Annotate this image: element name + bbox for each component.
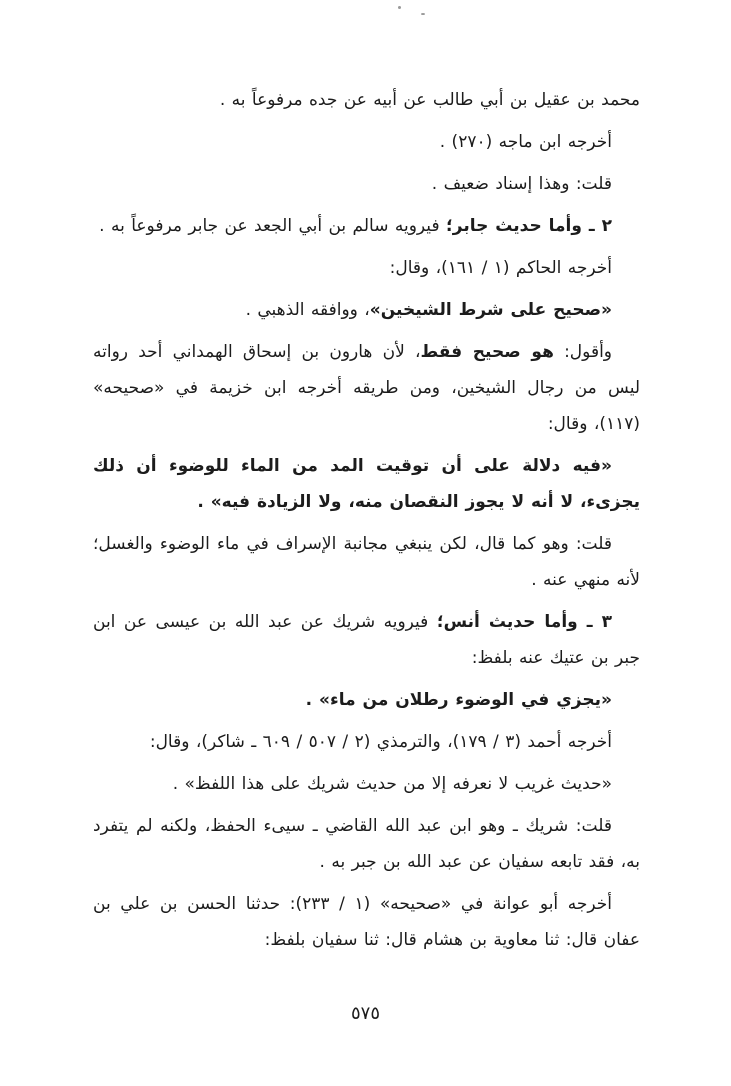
text-segment: قلت: وهذا إسناد ضعيف . <box>431 174 612 194</box>
paragraph <box>93 334 640 442</box>
paragraph <box>93 682 640 718</box>
scan-speck <box>421 13 425 15</box>
paragraph <box>93 724 640 760</box>
paragraph <box>93 250 640 286</box>
text-segment: ٢ ـ وأما حديث جابر؛ <box>445 216 612 236</box>
text-segment: هو صحيح فقط <box>420 342 554 362</box>
page-number: ٥٧٥ <box>350 1003 380 1024</box>
paragraph <box>93 604 640 676</box>
paragraph <box>93 166 640 202</box>
text-segment: «يجزي في الوضوء رطلان من ماء» . <box>305 690 612 710</box>
paragraph <box>93 82 640 118</box>
text-segment: ، لأن هارون بن إسحاق الهمداني أحد رواته ليس من رجال الشيخين، ومن طريقه أخرجه ابن خزيمة في «صحيحه» (١١٧)، وقال: <box>93 342 640 434</box>
text-segment: فيرويه سالم بن أبي الجعد عن جابر مرفوعاً به . <box>99 216 446 236</box>
text-segment: وأقول: <box>553 342 612 362</box>
text-segment: قلت: وهو كما قال، لكن ينبغي مجانبة الإسراف في ماء الوضوء والغسل؛ لأنه منهي عنه . <box>93 534 640 590</box>
text-segment: فيرويه شريك عن عبد الله بن عيسى عن ابن جبر بن عتيك عنه بلفظ: <box>93 612 640 668</box>
text-segment: أخرجه ابن ماجه (٢٧٠) . <box>439 132 612 152</box>
paragraph <box>93 292 640 328</box>
text-segment: «فيه دلالة على أن توقيت المد من الماء للوضوء أن ذلك يجزىء، لا أنه لا يجوز النقصان منه، ولا الزيادة فيه» . <box>93 456 640 512</box>
text-segment: أخرجه الحاكم (١ / ١٦١)، وقال: <box>389 258 612 278</box>
paragraph <box>93 448 640 520</box>
text-segment: أخرجه أحمد (٣ / ١٧٩)، والترمذي (٢ / ٥٠٧ / ٦٠٩ ـ شاكر)، وقال: <box>149 732 612 752</box>
paragraph <box>93 766 640 802</box>
paragraph <box>93 208 640 244</box>
paragraph <box>93 886 640 958</box>
text-segment: أخرجه أبو عوانة في «صحيحه» (١ / ٢٣٣): حدثنا الحسن بن علي بن عفان قال: ثنا معاوية بن هشام قال: ثنا سفيان بلفظ: <box>93 894 640 950</box>
page-content <box>93 82 640 964</box>
text-segment: قلت: شريك ـ وهو ابن عبد الله القاضي ـ سيىء الحفظ، ولكنه لم يتفرد به، فقد تابعه سفيان عن عبد الله بن جبر به . <box>93 816 640 872</box>
text-segment: محمد بن عقيل بن أبي طالب عن أبيه عن جده مرفوعاً به . <box>219 90 640 110</box>
text-segment: «حديث غريب لا نعرفه إلا من حديث شريك على هذا اللفظ» . <box>172 774 612 794</box>
scan-speck <box>398 6 401 9</box>
text-segment: ٣ ـ وأما حديث أنس؛ <box>436 612 612 632</box>
paragraph <box>93 808 640 880</box>
text-segment: ، ووافقه الذهبي . <box>245 300 370 320</box>
paragraph <box>93 526 640 598</box>
paragraph <box>93 124 640 160</box>
text-segment: «صحيح على شرط الشيخين» <box>369 300 612 320</box>
